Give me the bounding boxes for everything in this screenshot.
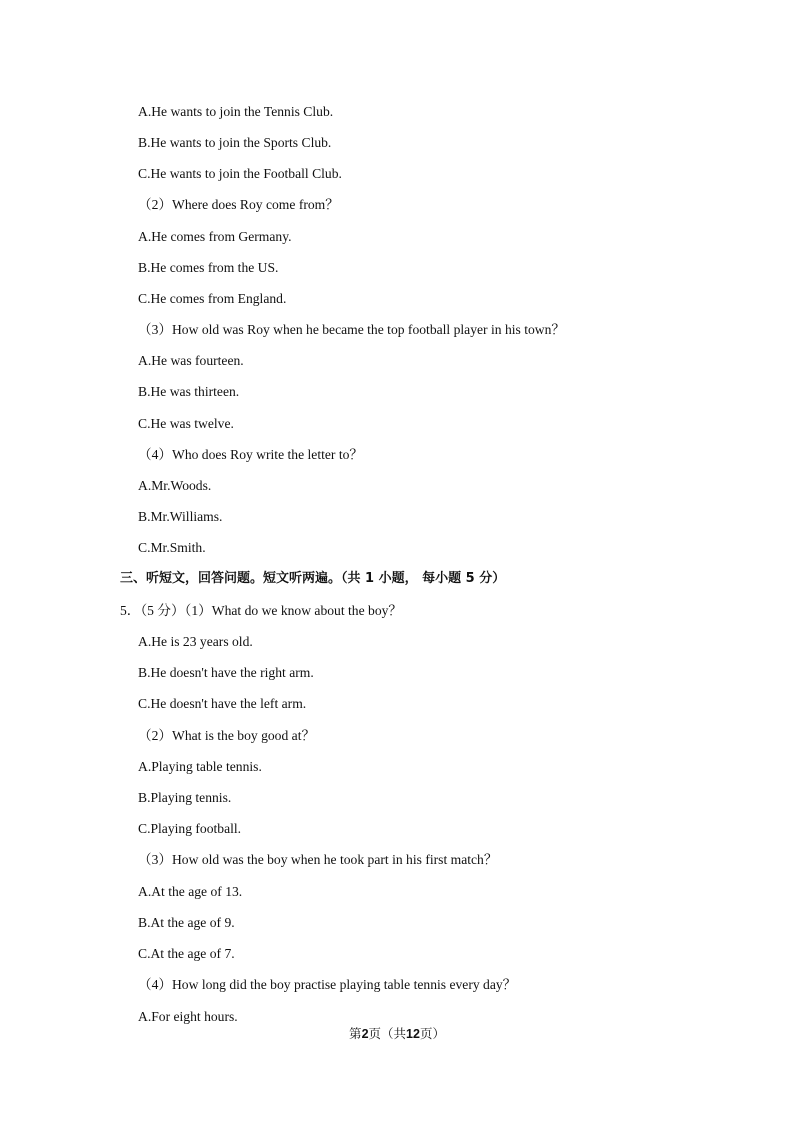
q4-part4-option-b: B.Mr.Williams. <box>138 509 223 524</box>
q5-part3-option-a: A.At the age of 13. <box>138 884 243 899</box>
footer-suffix: 页） <box>419 1027 445 1041</box>
q4-part4-option-c: C.Mr.Smith. <box>138 540 206 555</box>
q5-part1-option-a: A.He is 23 years old. <box>138 634 253 649</box>
q4-part2-option-c: C.He comes from England. <box>138 291 287 306</box>
q5-part2-option-b: B.Playing tennis. <box>138 790 232 805</box>
q4-part2-question: （2）Where does Roy come from？ <box>138 197 339 212</box>
q5-part2-option-a: A.Playing table tennis. <box>138 759 262 774</box>
footer-prefix: 第 <box>349 1027 362 1041</box>
q5-part1-option-b: B.He doesn't have the right arm. <box>138 665 314 680</box>
q5-part2-option-c: C.Playing football. <box>138 821 242 836</box>
q5-part1-option-c: C.He doesn't have the left arm. <box>138 696 307 711</box>
q5-part2-question: （2）What is the boy good at？ <box>138 728 316 743</box>
q4-part2-option-a: A.He comes from Germany. <box>138 229 292 244</box>
q5-part3-question: （3）How old was the boy when he took part in his first match？ <box>138 852 498 867</box>
q5-header: 5．（5 分）（1）What do we know about the boy？ <box>120 603 403 618</box>
q5-part3-option-b: B.At the age of 9. <box>138 915 235 930</box>
q4-part3-option-b: B.He was thirteen. <box>138 384 240 399</box>
q4-part1-option-b: B.He wants to join the Sports Club. <box>138 135 332 150</box>
q4-part2-option-b: B.He comes from the US. <box>138 260 279 275</box>
q4-part4-option-a: A.Mr.Woods. <box>138 478 212 493</box>
q4-part4-question: （4）Who does Roy write the letter to？ <box>138 447 364 462</box>
q4-part3-option-c: C.He was twelve. <box>138 416 234 431</box>
q4-part1-option-a: A.He wants to join the Tennis Club. <box>138 104 334 119</box>
footer-middle: 页（共 <box>368 1027 407 1041</box>
q4-part1-option-c: C.He wants to join the Football Club. <box>138 166 342 181</box>
q4-part3-option-a: A.He was fourteen. <box>138 353 244 368</box>
footer-page-number: 2 <box>361 1027 369 1041</box>
section-3-heading: 三、听短文，回答问题。短文听两遍。（共 1 小题， 每小题 5 分） <box>120 571 506 586</box>
footer-total-pages: 12 <box>406 1027 420 1041</box>
q5-part4-option-a: A.For eight hours. <box>138 1009 238 1024</box>
page-footer <box>0 1025 794 1043</box>
q5-part4-question: （4）How long did the boy practise playing table tennis every day？ <box>138 977 517 992</box>
q4-part3-question: （3）How old was Roy when he became the top football player in his town？ <box>138 322 565 337</box>
q5-part3-option-c: C.At the age of 7. <box>138 946 235 961</box>
